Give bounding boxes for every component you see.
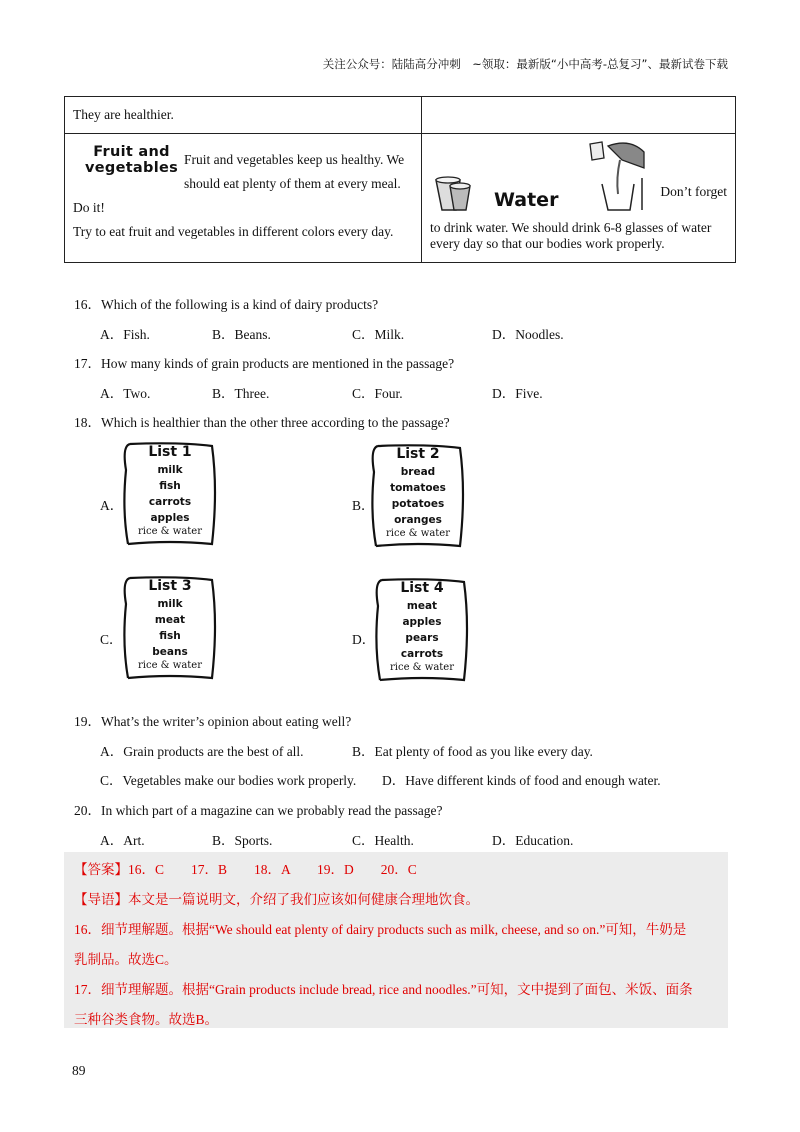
list-1-card — [120, 440, 220, 548]
page-header: 关注公众号：陆陆高分冲刺 ~领取：最新版“小中高考-总复习”、最新试卷下载 — [322, 57, 728, 71]
q20-option-a[interactable]: A．Art. — [100, 833, 145, 848]
water-title: Water — [494, 189, 559, 211]
list-2-title: List 2 — [396, 446, 440, 462]
q20-option-c[interactable]: C．Health. — [352, 833, 414, 848]
glass-icon — [432, 174, 476, 214]
list-4-items: meat apples pears carrots — [400, 600, 444, 660]
list-3-card — [120, 574, 220, 682]
fruit-text-2: should eat plenty of them at every meal. — [184, 176, 401, 191]
q18-option-d[interactable]: D． — [352, 632, 376, 647]
water-text-2: to drink water. We should drink 6-8 glasses of water — [430, 220, 712, 235]
q17-option-a[interactable]: A．Two. — [100, 386, 151, 401]
list-4-footer: rice & water — [390, 662, 454, 673]
fruit-text-1: Fruit and vegetables keep us healthy. We — [184, 152, 405, 167]
list-4-card — [372, 576, 472, 684]
water-jug-icon — [582, 138, 652, 212]
list-4-title: List 4 — [400, 580, 444, 596]
list-1-title: List 1 — [148, 444, 192, 460]
q16-option-d[interactable]: D．Noodles. — [492, 327, 564, 342]
table-cell-healthier: They are healthier. — [65, 97, 422, 134]
q18-option-c[interactable]: C． — [100, 632, 123, 647]
q19-option-b[interactable]: B．Eat plenty of food as you like every day. — [352, 744, 593, 759]
q19-option-a[interactable]: A．Grain products are the best of all. — [100, 744, 304, 759]
q18-option-a[interactable]: A． — [100, 498, 124, 513]
answer-16-line2: 乳制品。故选C。 — [74, 952, 178, 967]
q17-option-d[interactable]: D．Five. — [492, 386, 543, 401]
fruit-vegetables-logo: Fruit and vegetables — [85, 144, 179, 176]
list-2-footer: rice & water — [386, 528, 450, 539]
water-text-1: Don’t forget — [660, 184, 727, 199]
answer-intro: 【导语】本文是一篇说明文，介绍了我们应该如何健康合理地饮食。 — [74, 892, 479, 907]
answer-17-line1: 17．细节理解题。根据“Grain products include bread, rice and noodles.”可知，文中提到了面包、米饭、面条 — [74, 982, 693, 997]
fruit-text-4: Try to eat fruit and vegetables in different colors every day. — [73, 224, 394, 239]
q16-option-b[interactable]: B．Beans. — [212, 327, 271, 342]
answer-section — [64, 852, 728, 1028]
page-number: 89 — [72, 1063, 86, 1078]
answer-key: 【答案】16．C 17．B 18．A 19．D 20．C — [74, 862, 417, 877]
q20-option-b[interactable]: B．Sports. — [212, 833, 273, 848]
question-20: 20．In which part of a magazine can we probably read the passage? — [74, 803, 443, 818]
water-text-3: every day so that our bodies work properly. — [430, 236, 665, 251]
list-2-card — [368, 442, 468, 550]
table-cell-empty — [422, 97, 736, 134]
fruit-text-3: Do it! — [73, 200, 105, 215]
q19-option-c[interactable]: C．Vegetables make our bodies work properly. — [100, 773, 357, 788]
q19-option-d[interactable]: D．Have different kinds of food and enough water. — [382, 773, 661, 788]
list-3-footer: rice & water — [138, 660, 202, 671]
q16-option-c[interactable]: C．Milk. — [352, 327, 405, 342]
water-illustration — [430, 140, 727, 212]
fruit-cell — [65, 134, 422, 263]
q20-option-d[interactable]: D．Education. — [492, 833, 574, 848]
question-16: 16．Which of the following is a kind of dairy products? — [74, 297, 379, 312]
q17-option-b[interactable]: B．Three. — [212, 386, 270, 401]
list-1-footer: rice & water — [138, 526, 202, 537]
list-3-title: List 3 — [148, 578, 192, 594]
list-2-items: bread tomatoes potatoes oranges — [390, 466, 446, 526]
q17-option-c[interactable]: C．Four. — [352, 386, 403, 401]
info-table — [64, 96, 736, 263]
answer-17-line2: 三种谷类食物。故选B。 — [74, 1012, 219, 1027]
q18-option-b[interactable]: B． — [352, 498, 375, 513]
list-3-items: milk meat fish beans — [152, 598, 188, 658]
q16-option-a[interactable]: A．Fish. — [100, 327, 150, 342]
question-18: 18．Which is healthier than the other three according to the passage? — [74, 415, 450, 430]
question-17: 17．How many kinds of grain products are mentioned in the passage? — [74, 356, 455, 371]
water-cell — [422, 134, 736, 263]
answer-16-line1: 16．细节理解题。根据“We should eat plenty of dairy products such as milk, cheese, and so on.”可知，牛奶是 — [74, 922, 687, 937]
question-19: 19．What’s the writer’s opinion about eating well? — [74, 714, 352, 729]
list-1-items: milk fish carrots apples — [148, 464, 192, 524]
